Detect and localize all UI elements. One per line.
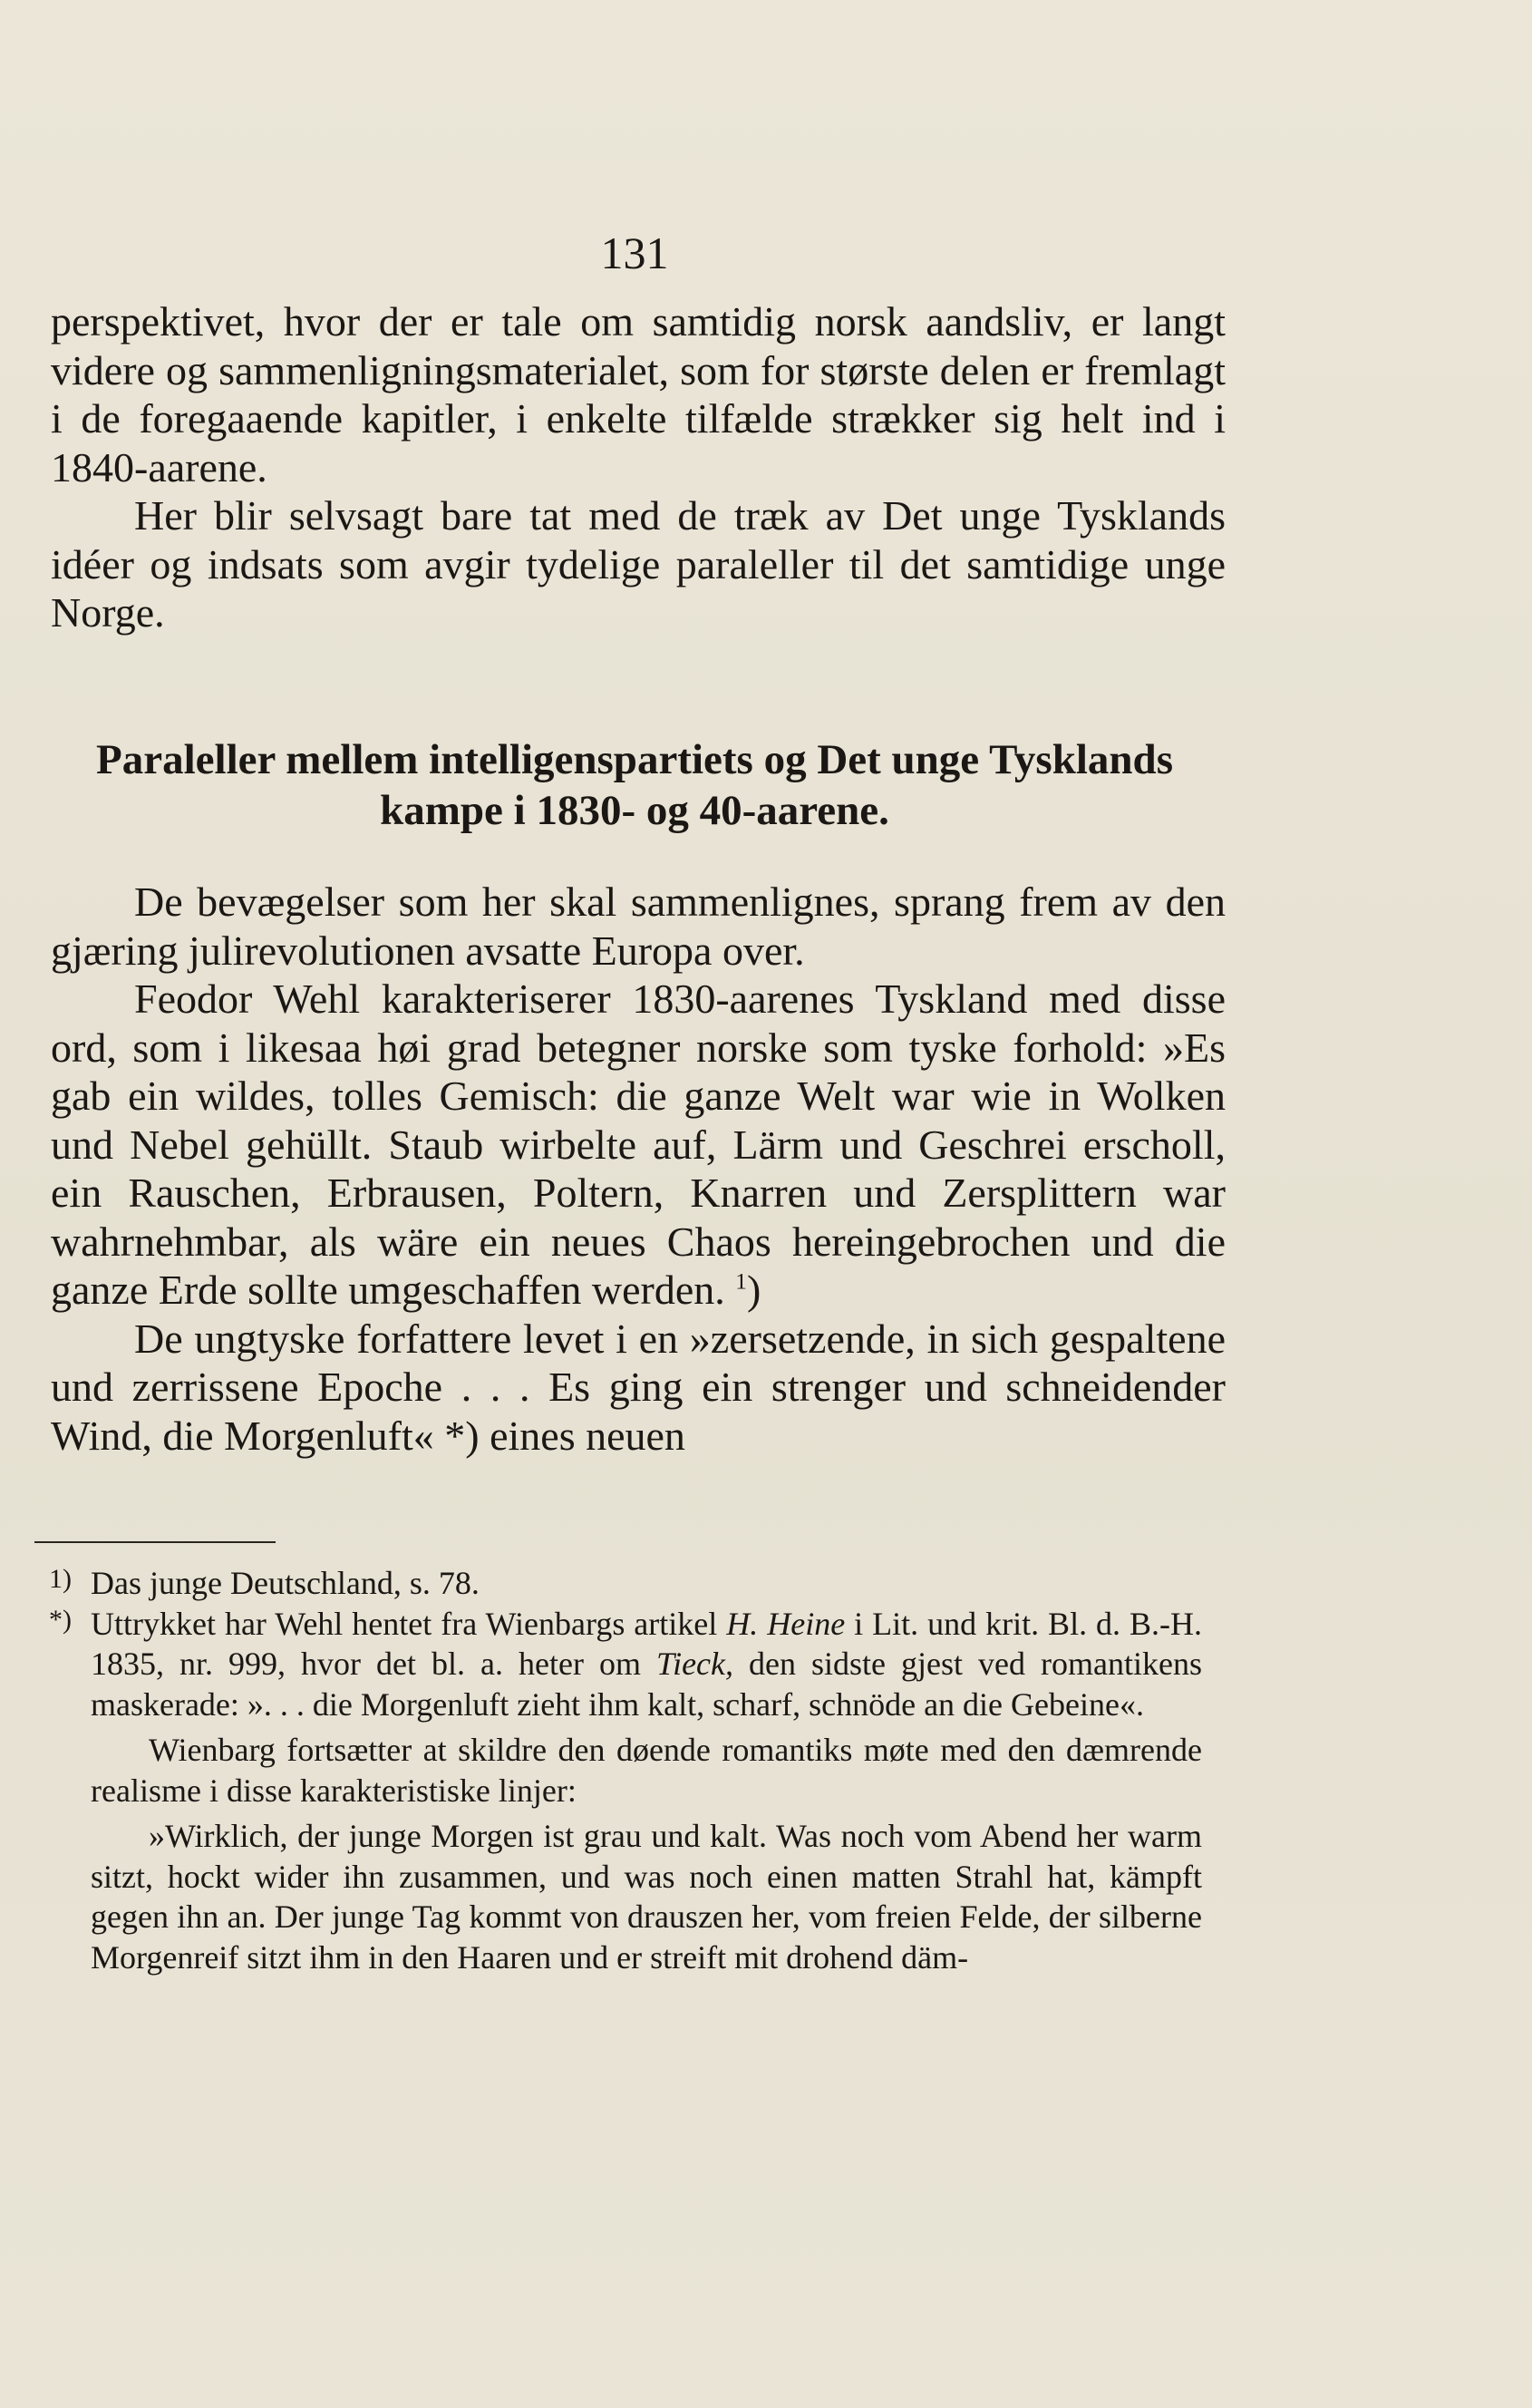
body-paragraph-text: Feodor Wehl karakteriserer 1830-aarenes Tyskland med disse ord, som i likesaa høi grad betegner norske som tyske forhold: »Es gab ein wildes, tolles Gemisch: die ganze Welt war wie in Wolken und Nebel gehüllt. Staub wirbelte auf, Lärm und Geschrei erscholl, ein Rauschen, Erbrausen, Poltern, Knarren und Zersplittern war wahrnehmbar, als wäre ein neues Chaos hereingebrochen und die ganze Erde sollte umgeschaffen werden. [51, 976, 1226, 1313]
author-name: Tieck, [656, 1646, 734, 1682]
intro-paragraph: perspektivet, hvor der er tale om samtidig norsk aandsliv, er langt videre og sammenligningsmaterialet, som for største delen er fremlagt i de foregaaende kapitler, i enkelte tilfælde strækker sig helt ind i 1840-aarene. [51, 298, 1226, 490]
page-number: 131 [600, 228, 669, 278]
section-text [51, 878, 1226, 1460]
footnote-marker: 1) [49, 1564, 72, 1594]
body-paragraph: De bevægelser som her skal sammenlignes, sprang frem av den gjæring julirevolutionen avsatte Europa over. [51, 879, 1226, 974]
footnote-quote: »Wirklich, der junge Morgen ist grau und kalt. Was noch vom Abend her warm sitzt, hockt wider ihn zusammen, und was noch einen matten Strahl hat, kämpft gegen ihn an. Der junge Tag kommt von drauszen her, vom freien Felde, der silberne Morgenreif sitzt ihm in den Haaren und er streift mit drohend däm- [91, 1818, 1202, 1976]
footnote-marker: *) [49, 1604, 72, 1635]
body-paragraph-text: De ungtyske forfattere levet i en »zersetzende, in sich gespaltene und zerrissene Epoche . . . Es ging ein strenger und schneidender Wind, die Morgenluft« [51, 1315, 1226, 1459]
article-title: H. Heine [726, 1605, 846, 1642]
footnote-reference[interactable]: *) [444, 1412, 480, 1459]
section-heading [36, 734, 1233, 836]
footnote-text: Das junge Deutschland, s. 78. [91, 1565, 480, 1601]
body-paragraph [51, 1315, 1226, 1461]
footnote-paragraph: Wienbarg fortsætter at skildre den døende romantiks møte med den dæmrende realisme i disse karakteristiske linjer: [91, 1732, 1202, 1809]
intro-paragraph: Her blir selvsagt bare tat med de træk av Det unge Tysklands idéer og indsats som avgir tydelige paraleller til det samtidige unge Norge. [51, 492, 1226, 636]
body-paragraph-text: eines neuen [490, 1412, 685, 1459]
footnotes [49, 1563, 1203, 1977]
footnote-reference-paren: ) [746, 1267, 761, 1313]
intro-text [51, 297, 1226, 637]
footnote-text: Uttrykket har Wehl hentet fra Wienbargs artikel [91, 1605, 718, 1642]
footnote-text: den sidste gjest ved romantikens maskerade: ». . . die Morgenluft zieht ihm kalt, scharf, schnöde an die Gebeine«. [91, 1646, 1202, 1723]
footnote-text: i Lit. und krit. Bl. d. B.-H. 1835, nr. 999, hvor det bl. a. heter om [91, 1605, 1203, 1682]
footnote-reference[interactable]: 1 [735, 1268, 747, 1295]
section-heading-line: kampe i 1830- og 40-aarene. [380, 787, 889, 834]
footnote-2 [49, 1604, 1203, 1725]
body-paragraph [51, 975, 1226, 1315]
footnote-1 [49, 1563, 1202, 1604]
footnote-divider [34, 1541, 276, 1543]
section-heading-line: Paraleller mellem intelligenspartiets og Det unge Tysklands [96, 736, 1173, 783]
